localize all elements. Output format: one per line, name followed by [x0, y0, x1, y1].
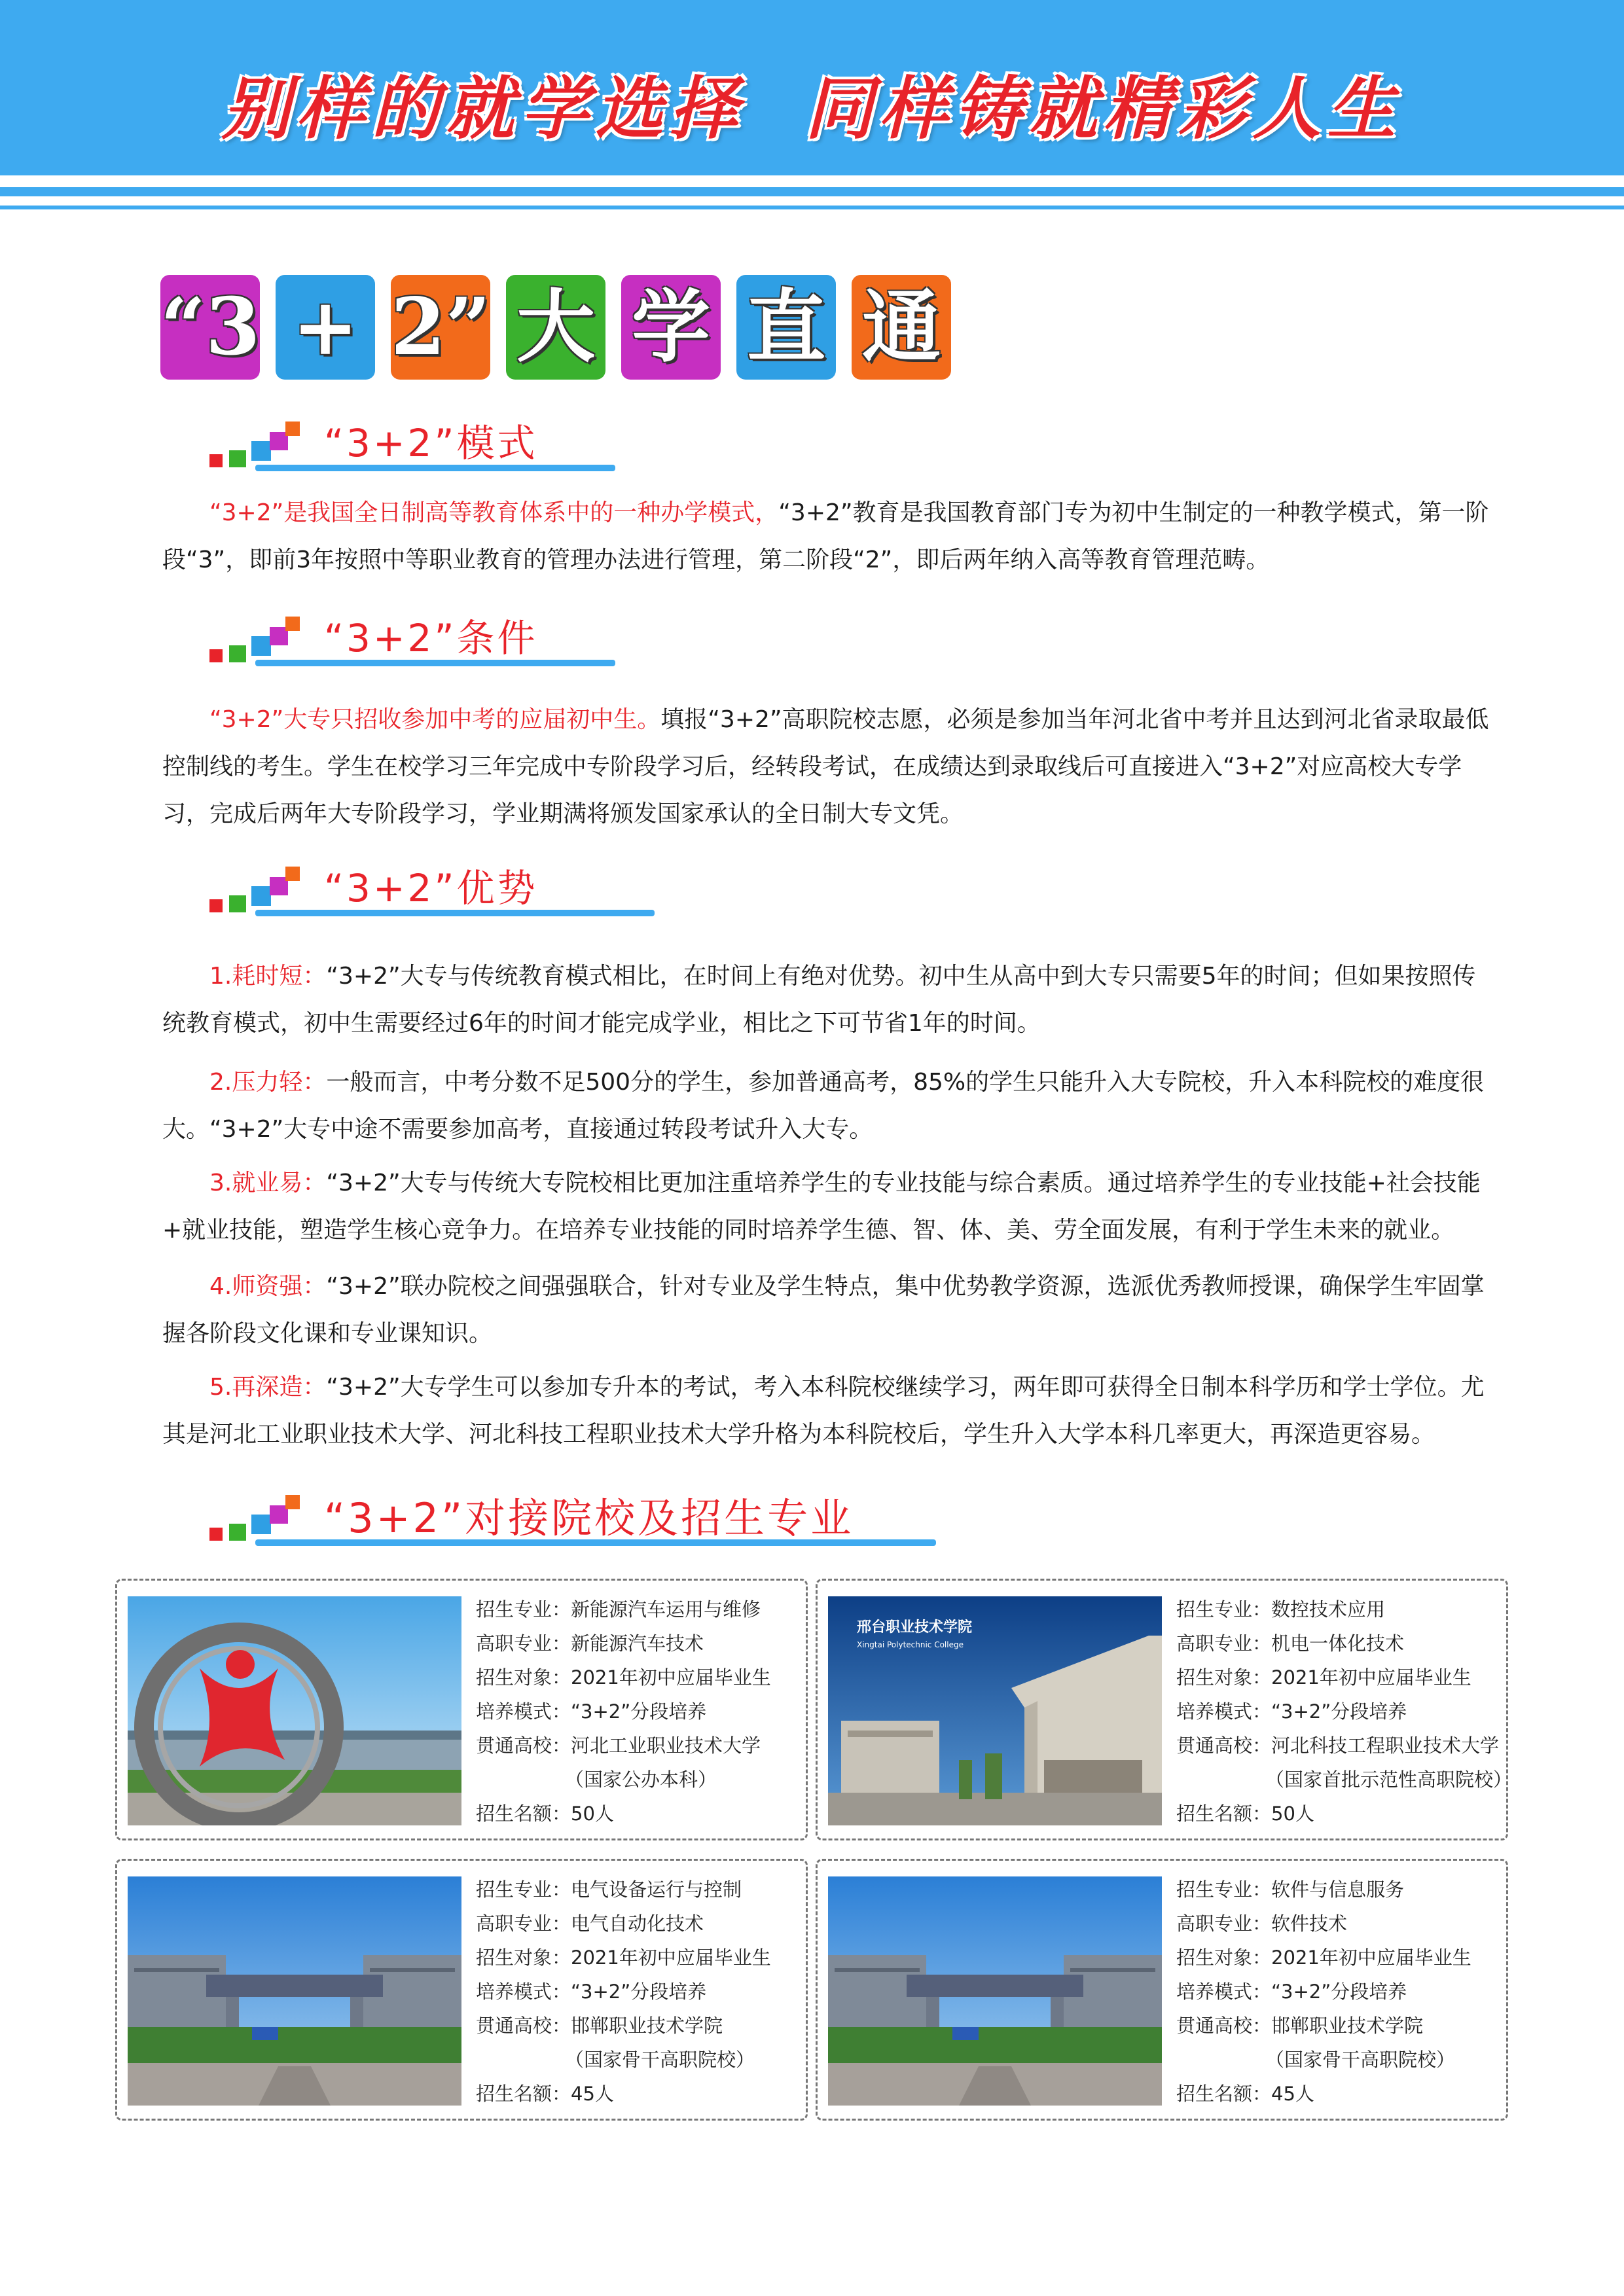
- advantage-label: 5.再深造：: [209, 1374, 327, 1401]
- campus-entrance-image: [828, 1876, 1162, 2106]
- title-tile: 2”: [391, 275, 490, 380]
- card-college: 贯通高校：邯郸职业技术学院: [1176, 2015, 1424, 2037]
- section-heading-conditions: [209, 607, 615, 673]
- card-info: [476, 1873, 803, 2111]
- card-target: 招生对象：2021年初中应届毕业生: [476, 1946, 771, 1969]
- header-stripe-thin: [0, 206, 1624, 209]
- campus-photo: [128, 1596, 461, 1825]
- card-college-note: （国家公办本科）: [565, 1768, 717, 1791]
- heading-square: [209, 1528, 223, 1541]
- campus-entrance-image: [128, 1876, 461, 2106]
- advantage-item-5: [162, 1364, 1491, 1458]
- paragraph-lead: “3+2”大专只招收参加中考的应届初中生。: [209, 706, 661, 733]
- card-info: [476, 1592, 803, 1831]
- section-title: “3+2”模式: [324, 421, 538, 465]
- campus-photo: [828, 1596, 1162, 1825]
- card-target: 招生对象：2021年初中应届毕业生: [1176, 1946, 1471, 1969]
- card-info: [1176, 1873, 1504, 2111]
- card-college: 贯通高校：邯郸职业技术学院: [476, 2015, 723, 2037]
- title-tile: “3: [160, 275, 260, 380]
- advantage-item-2: [162, 1059, 1491, 1153]
- campus-sculpture-image: [128, 1596, 461, 1825]
- section-title: “3+2”对接院校及招生专业: [324, 1494, 854, 1542]
- header-stripe: [0, 187, 1624, 196]
- card-quota: 招生名额：50人: [476, 1803, 614, 1825]
- card-college-note: （国家首批示范性高职院校）: [1265, 1768, 1513, 1791]
- card-model: 培养模式：“3+2”分段培养: [476, 1981, 707, 2003]
- advantage-item-3: [162, 1160, 1491, 1254]
- card-target: 招生对象：2021年初中应届毕业生: [1176, 1666, 1471, 1689]
- advantage-label: 1.耗时短：: [209, 963, 327, 990]
- card-college-major: 高职专业：机电一体化技术: [1176, 1632, 1405, 1655]
- heading-square: [251, 441, 271, 461]
- advantage-text: 一般而言，中考分数不足500分的学生，参加普通高考，85%的学生只能升入大专院校，升入本科院校的难度很大。“3+2”大专中途不需要参加高考，直接通过转段考试升入大专。: [162, 1069, 1485, 1143]
- heading-square: [209, 454, 223, 467]
- advantage-label: 4.师资强：: [209, 1273, 327, 1300]
- heading-square: [251, 636, 271, 656]
- paragraph-conditions: [162, 696, 1491, 838]
- heading-square: [285, 1495, 300, 1509]
- section-title: “3+2”条件: [324, 616, 538, 660]
- heading-square: [229, 1524, 246, 1541]
- heading-square: [251, 1515, 271, 1534]
- card-info: [1176, 1592, 1513, 1831]
- heading-square: [209, 899, 223, 912]
- paragraph-body: “3+2”教育是我国教育部门专为初中生制定的一种教学模式，第一阶段“3”，即前3年按照中等职业教育的管理办法进行管理，第二阶段“2”，即后两年纳入高等教育管理范畴。: [162, 499, 1489, 573]
- title-tile: 直: [736, 275, 836, 380]
- title-tile: 学: [621, 275, 721, 380]
- heading-square: [285, 422, 300, 436]
- advantage-text: “3+2”大专与传统大专院校相比更加注重培养学生的专业技能与综合素质。通过培养学生的专业技能+社会技能+就业技能，塑造学生核心竞争力。在培养专业技能的同时培养学生德、智、体、美、劳全面发展，有利于学生未来的就业。: [162, 1170, 1481, 1244]
- card-model: 培养模式：“3+2”分段培养: [476, 1700, 707, 1723]
- card-college-major: 高职专业：软件技术: [1176, 1912, 1348, 1935]
- paragraph-body: 填报“3+2”高职院校志愿，必须是参加当年河北省中考并且达到河北省录取最低控制线的考生。学生在校学习三年完成中专阶段学习后，经转段考试，在成绩达到录取线后可直接进入“3+2”对应高校大专学习，完成后两年大专阶段学习，学业期满将颁发国家承认的全日制大专文凭。: [162, 706, 1489, 827]
- card-college-major: 高职专业：新能源汽车技术: [476, 1632, 704, 1655]
- advantage-item-4: [162, 1263, 1491, 1357]
- card-college: 贯通高校：河北工业职业技术大学: [476, 1734, 761, 1757]
- heading-square: [229, 895, 246, 912]
- campus-photo: [828, 1876, 1162, 2106]
- card-college-major: 高职专业：电气自动化技术: [476, 1912, 704, 1935]
- banner-title: 别样的就学选择 同样铸就精彩人生: [222, 68, 1402, 149]
- school-card-1: [115, 1579, 808, 1840]
- title-tile: +: [276, 275, 375, 380]
- school-card-3: [115, 1859, 808, 2121]
- photo-sign-text-en: Xingtai Polytechnic College: [857, 1640, 964, 1649]
- card-major: 招生专业：新能源汽车运用与维修: [476, 1598, 761, 1621]
- paragraph-lead: “3+2”是我国全日制高等教育体系中的一种办学模式，: [209, 499, 779, 526]
- title-tile: 通: [852, 275, 951, 380]
- card-model: 培养模式：“3+2”分段培养: [1176, 1981, 1407, 2003]
- section-heading-mode: [209, 412, 615, 478]
- section-title: “3+2”优势: [324, 866, 538, 910]
- card-quota: 招生名额：45人: [1176, 2083, 1314, 2105]
- card-model: 培养模式：“3+2”分段培养: [1176, 1700, 1407, 1723]
- card-college-note: （国家骨干高职院校）: [565, 2049, 755, 2071]
- card-major: 招生专业：数控技术应用: [1176, 1598, 1386, 1621]
- card-major: 招生专业：电气设备运行与控制: [476, 1878, 742, 1901]
- campus-photo: [128, 1876, 461, 2106]
- section-heading-schools: [209, 1486, 929, 1551]
- card-quota: 招生名额：50人: [1176, 1803, 1314, 1825]
- title-tile: 大: [506, 275, 605, 380]
- card-major: 招生专业：软件与信息服务: [1176, 1878, 1405, 1901]
- heading-square: [229, 450, 246, 467]
- photo-sign-text: 邢台职业技术学院: [857, 1619, 973, 1636]
- school-card-4: [816, 1859, 1508, 2121]
- advantage-text: “3+2”大专与传统教育模式相比，在时间上有绝对优势。初中生从高中到大专只需要5年的时间；但如果按照传统教育模式，初中生需要经过6年的时间才能完成学业，相比之下可节省1年的时间。: [162, 963, 1476, 1037]
- campus-gate-image: [828, 1596, 1162, 1825]
- advantage-item-1: [162, 953, 1491, 1047]
- heading-square: [209, 649, 223, 662]
- section-heading-advantages: [209, 857, 615, 923]
- heading-square: [251, 886, 271, 906]
- advantage-label: 3.就业易：: [209, 1170, 327, 1196]
- card-target: 招生对象：2021年初中应届毕业生: [476, 1666, 771, 1689]
- advantage-text: “3+2”大专学生可以参加专升本的考试，考入本科院校继续学习，两年即可获得全日制本科学历和学士学位。尤其是河北工业职业技术大学、河北科技工程职业技术大学升格为本科院校后，学生升入大学本科几率更大，再深造更容易。: [162, 1374, 1485, 1448]
- card-quota: 招生名额：45人: [476, 2083, 614, 2105]
- heading-square: [285, 867, 300, 881]
- heading-square: [229, 645, 246, 662]
- card-college-note: （国家骨干高职院校）: [1265, 2049, 1456, 2071]
- heading-square: [285, 617, 300, 631]
- paragraph-mode: [162, 490, 1491, 584]
- school-card-2: [816, 1579, 1513, 1840]
- card-college: 贯通高校：河北科技工程职业技术大学: [1176, 1734, 1500, 1757]
- advantage-label: 2.压力轻：: [209, 1069, 327, 1096]
- header-banner: [0, 0, 1624, 175]
- advantage-text: “3+2”联办院校之间强强联合，针对专业及学生特点，集中优势教学资源，选派优秀教师授课，确保学生牢固掌握各阶段文化课和专业课知识。: [162, 1273, 1485, 1347]
